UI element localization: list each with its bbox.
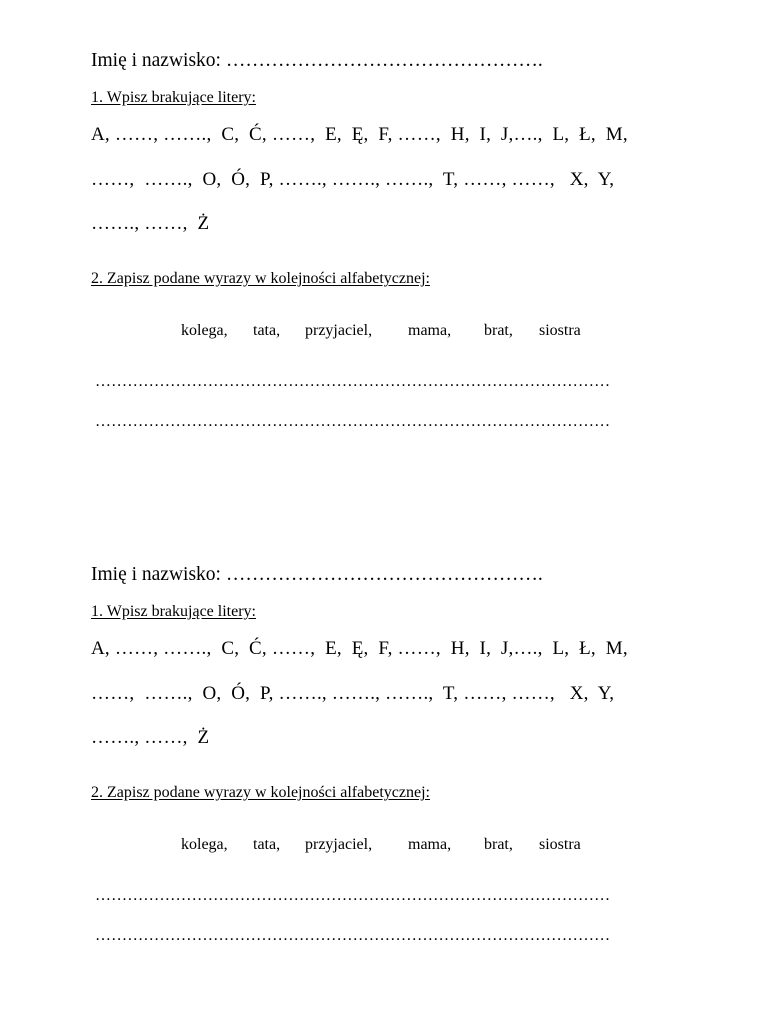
word-list — [181, 836, 599, 854]
task-1-title: 1. Wpisz brakujące litery: — [91, 603, 256, 620]
answer-dotted-line-1: …………………………………………………………………………………… — [95, 887, 611, 904]
answer-dotted-line-1: …………………………………………………………………………………… — [95, 373, 611, 390]
word-item: tata, — [253, 836, 281, 853]
word-item: kolega, — [181, 322, 228, 339]
alphabet-line-3: ……., ……, Ż — [91, 727, 210, 748]
word-item: tata, — [253, 322, 281, 339]
word-list — [181, 322, 599, 340]
alphabet-line-1: A, ……, ……., C, Ć, ……, E, Ę, F, ……, H, I, J,…., L, Ł, M, — [91, 124, 628, 145]
word-item: przyjaciel, — [305, 836, 373, 853]
name-field-label: Imię i nazwisko: …………………………………………. — [91, 50, 543, 71]
alphabet-line-3: ……., ……, Ż — [91, 213, 210, 234]
worksheet-1 — [0, 0, 768, 480]
answer-dotted-line-2: …………………………………………………………………………………… — [95, 927, 611, 944]
word-item: przyjaciel, — [305, 322, 373, 339]
name-field-label: Imię i nazwisko: …………………………………………. — [91, 564, 543, 585]
word-item: brat, — [484, 322, 513, 339]
alphabet-line-2: ……, ……., O, Ó, P, ……., ……., ……., T, ……, ……, X, Y, — [91, 169, 615, 190]
word-item: mama, — [408, 836, 452, 853]
alphabet-line-2: ……, ……., O, Ó, P, ……., ……., ……., T, ……, ……, X, Y, — [91, 683, 615, 704]
word-item: mama, — [408, 322, 452, 339]
alphabet-line-1: A, ……, ……., C, Ć, ……, E, Ę, F, ……, H, I, J,…., L, Ł, M, — [91, 638, 628, 659]
word-item: siostra — [539, 836, 581, 853]
task-1-title: 1. Wpisz brakujące litery: — [91, 89, 256, 106]
answer-dotted-line-2: …………………………………………………………………………………… — [95, 413, 611, 430]
worksheet-2 — [0, 514, 768, 994]
task-2-title: 2. Zapisz podane wyrazy w kolejności alfabetycznej: — [91, 784, 430, 801]
task-2-title: 2. Zapisz podane wyrazy w kolejności alfabetycznej: — [91, 270, 430, 287]
word-item: kolega, — [181, 836, 228, 853]
word-item: siostra — [539, 322, 581, 339]
word-item: brat, — [484, 836, 513, 853]
